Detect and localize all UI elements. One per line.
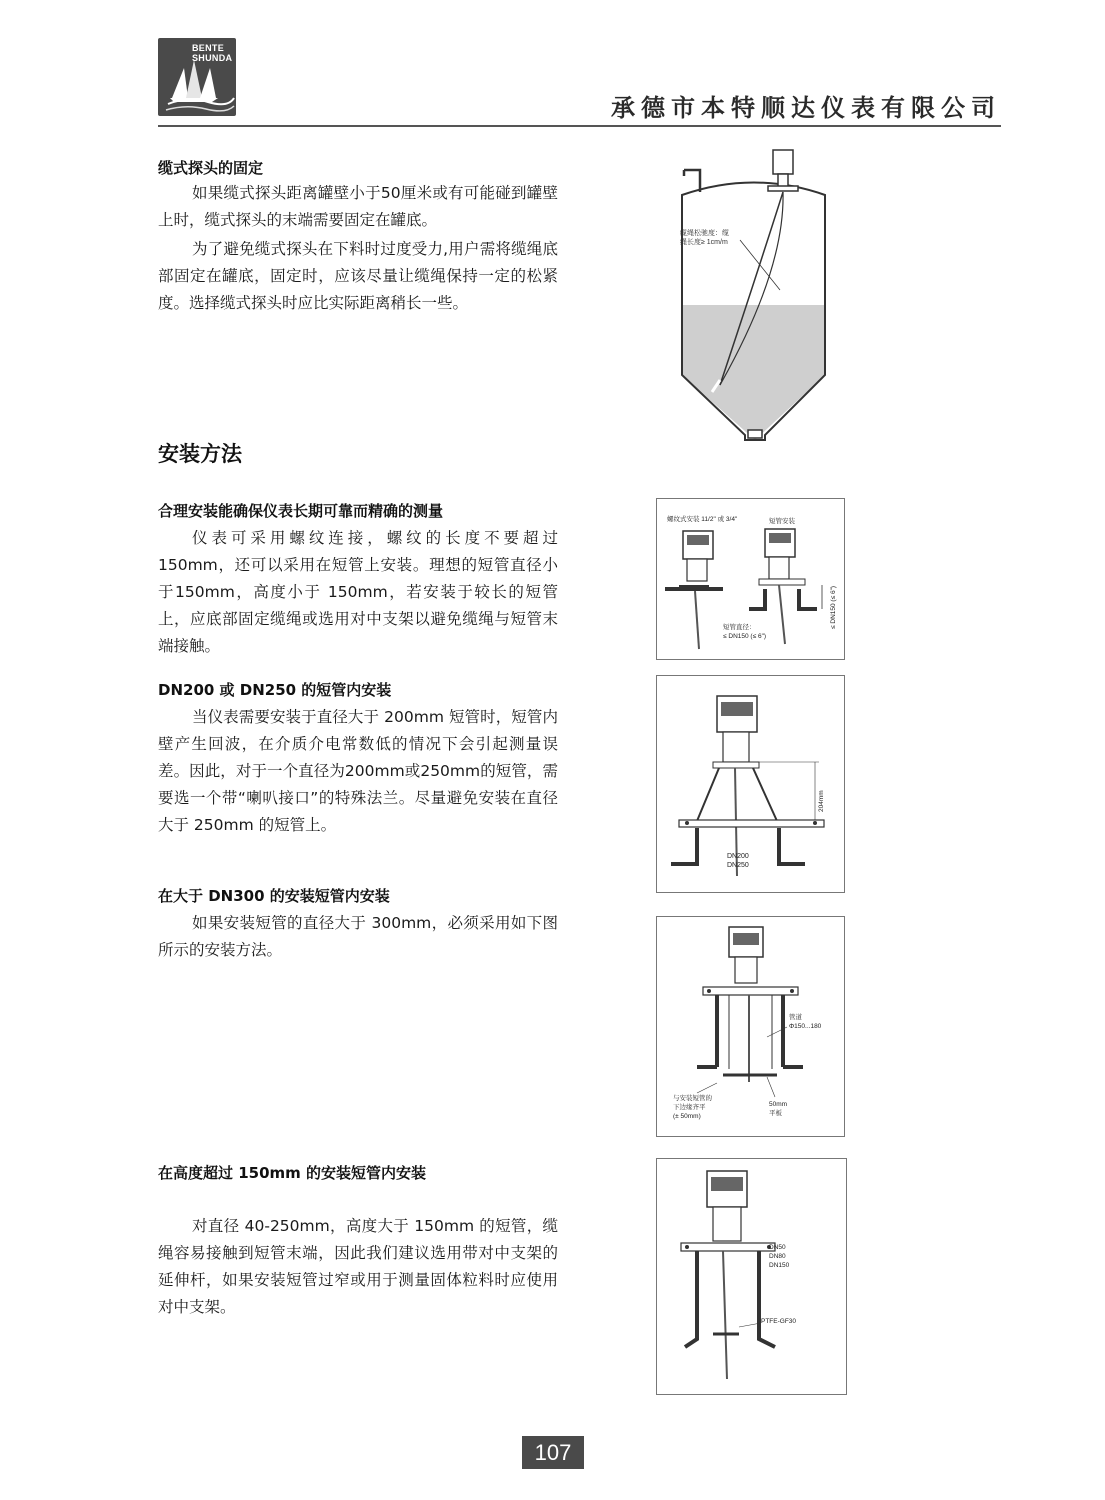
paragraph-dn200-dn250: 当仪表需要安装于直径大于 200mm 短管时，短管内壁产生回波，在介质介电常数低的情况下会引起测量误差。因此，对于一个直径为200mm或250mm的短管，需要选一个带“喇叭接口”的特殊法兰。尽量避免安装在直径大于 250mm 的短管上。	[158, 708, 558, 834]
page-number: 107	[522, 1436, 584, 1469]
fig5-label-dn150: DN150	[769, 1262, 790, 1269]
silo-label-line2: 绳长度≥ 1cm/m	[680, 239, 728, 246]
logo-text	[192, 43, 232, 63]
paragraph-dn300: 如果安装短管的直径大于 300mm，必须采用如下图所示的安装方法。	[158, 914, 558, 959]
fig4-label-plate2: 平板	[769, 1110, 782, 1117]
header-rule	[158, 125, 1001, 127]
subheading-tall-nozzle: 在高度超过 150mm 的安装短管内安装	[158, 1164, 427, 1182]
logo-line1: BENTE	[192, 43, 225, 53]
company-name: 承德市本特顺达仪表有限公司	[611, 94, 1001, 122]
subheading-dn300: 在大于 DN300 的安装短管内安装	[158, 887, 390, 905]
figure-pipe-install	[656, 916, 845, 1137]
figure-thread-nozzle	[656, 498, 845, 660]
section-heading-installation: 安装方法	[158, 442, 242, 466]
logo-line2: SHUNDA	[192, 53, 233, 63]
silo-figure	[670, 140, 840, 450]
fig4-label-edge3: (± 50mm)	[673, 1113, 701, 1120]
fig4-label-pipe1: 管道	[789, 1014, 802, 1021]
subheading-dn200-dn250: DN200 或 DN250 的短管内安装	[158, 681, 392, 699]
company-logo	[158, 38, 236, 116]
fig2-label-diam1: 短管直径：	[723, 624, 756, 631]
fig5-label-dn50: DN50	[769, 1244, 786, 1251]
fig3-label-dn200: DN200	[727, 853, 749, 860]
paragraph-reliable-install: 仪表可采用螺纹连接，螺纹的长度不要超过150mm，还可以采用在短管上安装。理想的短管直径小于150mm，高度小于 150mm，若安装于较长的短管上，应底部固定缆绳或选用对中支架以避免缆绳与短管末端接触。	[158, 529, 558, 655]
fig4-label-edge2: 下边缘齐平	[673, 1104, 706, 1111]
fig3-label-dn250: DN250	[727, 862, 749, 869]
paragraph-cable-fix-2: 为了避免缆式探头在下料时过度受力,用户需将缆绳底部固定在罐底，固定时，应该尽量让缆绳保持一定的松紧度。选择缆式探头时应比实际距离稍长一些。	[158, 240, 558, 312]
fig2-label-thread: 螺纹式安装 11/2" 或 3/4"	[667, 516, 738, 523]
fig4-label-pipe2: Φ150...180	[789, 1023, 822, 1030]
fig4-label-plate1: 50mm	[769, 1101, 788, 1108]
silo-label-line1: 缆绳松驰度：缆	[680, 230, 729, 237]
section-heading-cable-fix: 缆式探头的固定	[158, 159, 264, 177]
fig2-label-nozzle: 短管安装	[769, 518, 795, 525]
fig5-label-material: PTFE-GF30	[761, 1318, 797, 1325]
paragraph-cable-fix-1: 如果缆式探头距离罐壁小于50厘米或有可能碰到罐壁上时，缆式探头的末端需要固定在罐底。	[158, 184, 558, 229]
paragraph-tall-nozzle: 对直径 40-250mm，高度大于 150mm 的短管，缆绳容易接触到短管末端，因此我们建议选用带对中支架的延伸杆，如果安装短管过窄或用于测量固体粒料时应使用对中支架。	[158, 1217, 558, 1316]
fig4-label-edge1: 与安装短管的	[673, 1095, 712, 1102]
fig2-label-diam2: ≤ DN150 (≤ 6")	[723, 633, 767, 640]
fig3-label-dim: 204mm	[818, 790, 825, 812]
fig5-label-dn80: DN80	[769, 1253, 786, 1260]
subheading-reliable-install: 合理安装能确保仪表长期可靠而精确的测量	[158, 502, 444, 520]
figure-horn-flange	[656, 675, 845, 893]
figure-centering-support	[656, 1158, 847, 1395]
fig2-label-height: ≤ DN150 (≤ 6")	[830, 585, 837, 629]
